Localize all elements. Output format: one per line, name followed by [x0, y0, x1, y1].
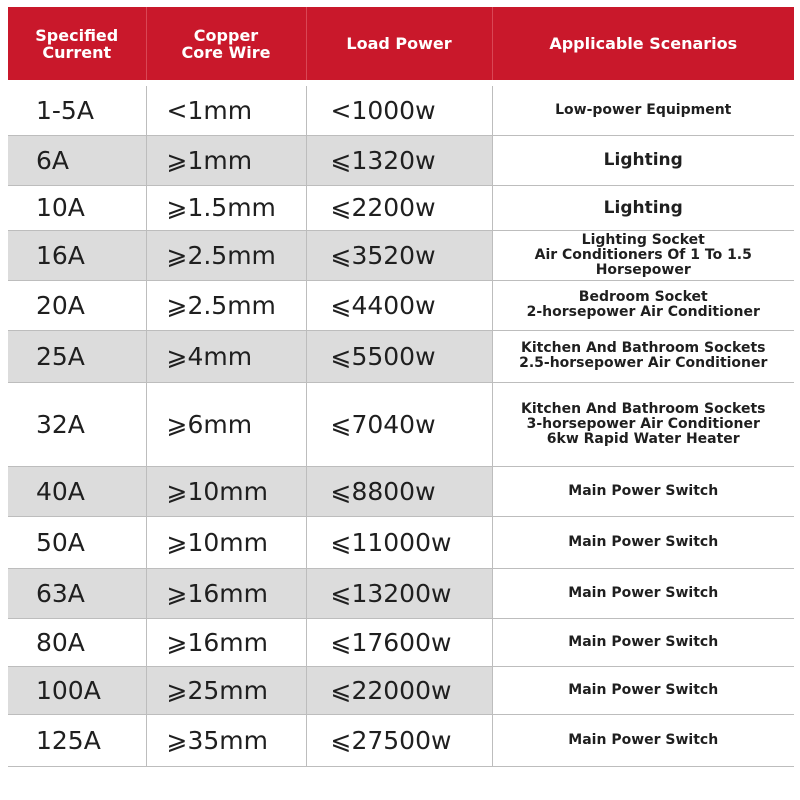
scenario-line: Main Power Switch — [568, 731, 719, 748]
cell-load-power: ⩽3520w — [306, 230, 492, 280]
table-row — [8, 330, 794, 382]
scenario-line: Air Conditioners Of 1 To 1.5 Horsepower — [534, 246, 752, 278]
cell-applicable-scenarios — [492, 516, 794, 568]
cell-copper-core-wire: ⩾1.5mm — [146, 185, 306, 230]
scenario-line: Main Power Switch — [568, 533, 719, 550]
cell-applicable-scenarios — [492, 135, 794, 185]
table-row — [8, 516, 794, 568]
cell-specified-current: 100A — [8, 666, 146, 714]
header-applicable-scenarios: Applicable Scenarios — [492, 7, 794, 80]
scenario-line: 6kw Rapid Water Heater — [546, 430, 740, 447]
cell-copper-core-wire: ⩾10mm — [146, 516, 306, 568]
cell-applicable-scenarios — [492, 568, 794, 618]
cell-applicable-scenarios — [492, 382, 794, 466]
table-row — [8, 618, 794, 666]
cell-copper-core-wire: ⩾35mm — [146, 714, 306, 766]
cell-copper-core-wire: ⩾4mm — [146, 330, 306, 382]
table-row — [8, 666, 794, 714]
scenario-line: Main Power Switch — [568, 482, 719, 499]
scenario-line: Lighting — [603, 197, 683, 218]
cell-applicable-scenarios — [492, 230, 794, 280]
cell-specified-current: 16A — [8, 230, 146, 280]
cell-load-power: ⩽7040w — [306, 382, 492, 466]
cell-specified-current: 6A — [8, 135, 146, 185]
cell-specified-current: 10A — [8, 185, 146, 230]
scenario-line: 2.5-horsepower Air Conditioner — [519, 355, 768, 371]
table-row — [8, 714, 794, 766]
cell-load-power: ⩽2200w — [306, 185, 492, 230]
cell-specified-current: 40A — [8, 466, 146, 516]
scenario-line: Main Power Switch — [568, 633, 719, 650]
scenario-line: Main Power Switch — [568, 584, 719, 601]
cell-load-power: ⩽4400w — [306, 280, 492, 330]
table-row — [8, 135, 794, 185]
scenario-line: Lighting — [603, 150, 683, 170]
header-current-line1: Specified — [35, 25, 119, 45]
cell-applicable-scenarios — [492, 618, 794, 666]
cell-load-power: ⩽13200w — [306, 568, 492, 618]
table-row — [8, 230, 794, 280]
cell-specified-current: 25A — [8, 330, 146, 382]
cell-specified-current: 50A — [8, 516, 146, 568]
cell-applicable-scenarios — [492, 714, 794, 766]
header-load-power: Load Power — [306, 7, 492, 80]
cell-load-power: ⩽11000w — [306, 516, 492, 568]
scenario-line: Bedroom Socket — [578, 289, 708, 305]
cell-load-power: ⩽17600w — [306, 618, 492, 666]
cell-specified-current: 1-5A — [8, 86, 146, 135]
cell-specified-current: 20A — [8, 280, 146, 330]
table-row — [8, 466, 794, 516]
cell-copper-core-wire: ⩾10mm — [146, 466, 306, 516]
table-body — [8, 80, 794, 766]
cell-specified-current: 63A — [8, 568, 146, 618]
breaker-spec-table — [8, 7, 794, 767]
scenario-line: 2-horsepower Air Conditioner — [526, 304, 760, 320]
cell-applicable-scenarios — [492, 466, 794, 516]
cell-load-power: <1000w — [306, 86, 492, 135]
cell-applicable-scenarios — [492, 330, 794, 382]
cell-load-power: ⩽22000w — [306, 666, 492, 714]
table-header — [8, 7, 794, 80]
breaker-spec-table-container — [8, 7, 794, 767]
cell-applicable-scenarios — [492, 666, 794, 714]
cell-specified-current: 125A — [8, 714, 146, 766]
cell-copper-core-wire: ⩾16mm — [146, 568, 306, 618]
header-specified-current — [8, 7, 146, 80]
cell-copper-core-wire: ⩾25mm — [146, 666, 306, 714]
header-copper-core-wire — [146, 7, 306, 80]
cell-copper-core-wire: ⩾1mm — [146, 135, 306, 185]
header-wire-line1: Copper — [193, 25, 259, 45]
cell-copper-core-wire: ⩾6mm — [146, 382, 306, 466]
cell-copper-core-wire: <1mm — [146, 86, 306, 135]
table-row — [8, 382, 794, 466]
cell-load-power: ⩽8800w — [306, 466, 492, 516]
cell-specified-current: 32A — [8, 382, 146, 466]
cell-specified-current: 80A — [8, 618, 146, 666]
table-row — [8, 280, 794, 330]
scenario-line: Low-power Equipment — [555, 101, 732, 118]
header-current-line2: Current — [42, 42, 112, 62]
scenario-line: Kitchen And Bathroom Sockets — [521, 340, 766, 356]
scenario-line: 3-horsepower Air Conditioner — [526, 415, 760, 432]
cell-copper-core-wire: ⩾2.5mm — [146, 230, 306, 280]
scenario-line: Kitchen And Bathroom Sockets — [521, 400, 766, 417]
header-wire-line2: Core Wire — [181, 42, 271, 62]
cell-load-power: ⩽5500w — [306, 330, 492, 382]
cell-copper-core-wire: ⩾16mm — [146, 618, 306, 666]
cell-load-power: ⩽27500w — [306, 714, 492, 766]
scenario-line: Main Power Switch — [568, 681, 719, 698]
cell-applicable-scenarios — [492, 280, 794, 330]
table-row — [8, 86, 794, 135]
cell-applicable-scenarios — [492, 185, 794, 230]
table-row — [8, 185, 794, 230]
scenario-line: Lighting Socket — [581, 231, 705, 248]
cell-load-power: ⩽1320w — [306, 135, 492, 185]
cell-copper-core-wire: ⩾2.5mm — [146, 280, 306, 330]
cell-applicable-scenarios — [492, 86, 794, 135]
table-row — [8, 568, 794, 618]
